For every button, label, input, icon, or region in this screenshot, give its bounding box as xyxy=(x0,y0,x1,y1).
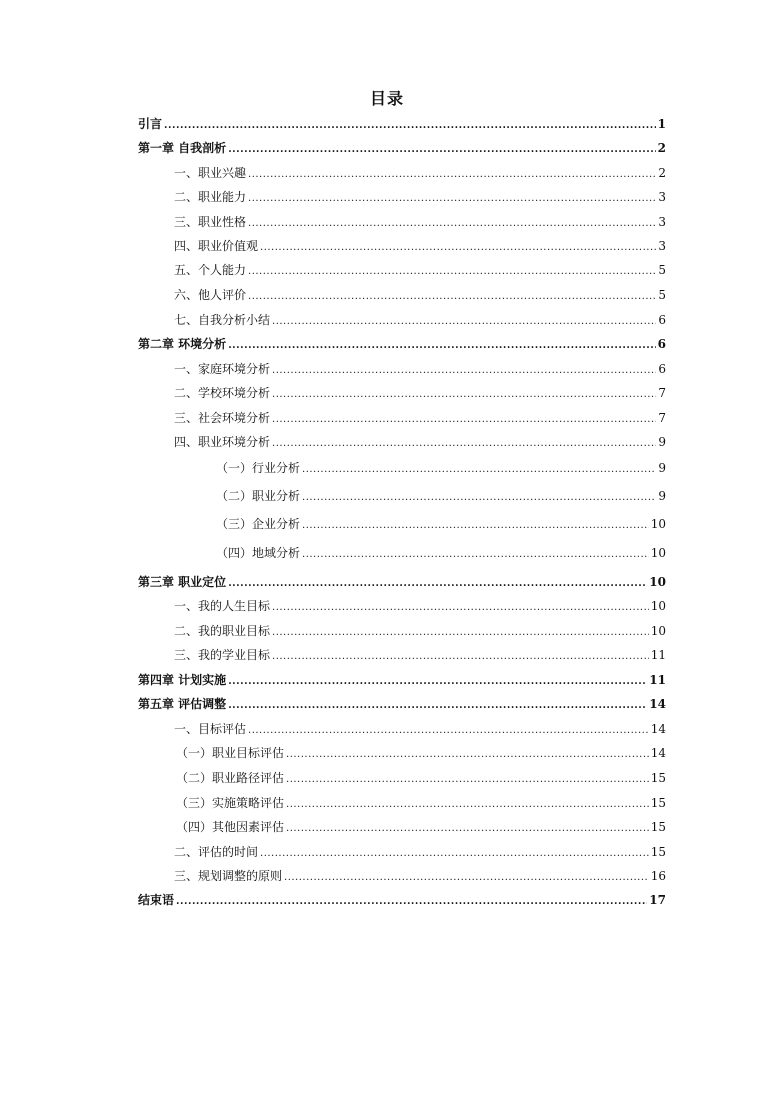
toc-entry[interactable] xyxy=(138,336,666,352)
toc-page-number: 3 xyxy=(658,190,666,204)
toc-page-number: 1 xyxy=(657,117,666,131)
toc-page-number: 6 xyxy=(658,362,666,376)
toc-entry-label: 一、我的人生目标 xyxy=(174,599,271,613)
toc-dot-leader xyxy=(248,723,649,739)
toc-page-number: 11 xyxy=(650,648,666,662)
toc-entry-label: （四）其他因素评估 xyxy=(176,820,285,834)
toc-entry[interactable] xyxy=(174,844,666,860)
toc-page-number: 15 xyxy=(650,820,666,834)
toc-dot-leader xyxy=(248,167,656,183)
toc-entry-label: 四、职业环境分析 xyxy=(174,435,271,449)
toc-page-number: 14 xyxy=(650,722,666,736)
toc-dot-leader xyxy=(272,412,656,428)
toc-page-number: 6 xyxy=(658,313,666,327)
toc-entry-label: （三）企业分析 xyxy=(216,517,301,531)
toc-entry-label: （四）地域分析 xyxy=(216,546,301,560)
toc-entry-label: 二、职业能力 xyxy=(174,190,247,204)
toc-entry[interactable] xyxy=(174,262,666,278)
toc-entry-label: （一）行业分析 xyxy=(216,461,301,475)
toc-entry-label: （三）实施策略评估 xyxy=(176,796,285,810)
toc-entry-label: 三、规划调整的原则 xyxy=(174,869,283,883)
toc-dot-leader xyxy=(286,747,649,763)
toc-entry-label: 第四章 计划实施 xyxy=(138,673,227,687)
toc-entry-label: 一、家庭环境分析 xyxy=(174,362,271,376)
toc-page-number: 3 xyxy=(658,239,666,253)
toc-entry[interactable] xyxy=(174,361,666,377)
toc-entry-label: 四、职业价值观 xyxy=(174,239,259,253)
toc-entry[interactable] xyxy=(174,434,666,450)
toc-entry[interactable] xyxy=(176,819,666,835)
toc-dot-leader xyxy=(248,264,656,280)
toc-dot-leader xyxy=(272,387,656,403)
toc-entry-label: 一、职业兴趣 xyxy=(174,166,247,180)
toc-page-number: 5 xyxy=(658,288,666,302)
toc-page-number: 3 xyxy=(658,215,666,229)
toc-entry-label: 第五章 评估调整 xyxy=(138,697,227,711)
toc-dot-leader xyxy=(286,797,649,813)
toc-entry[interactable] xyxy=(174,598,666,614)
toc-dot-leader xyxy=(284,870,649,886)
toc-entry[interactable] xyxy=(138,892,666,908)
toc-entry[interactable] xyxy=(176,795,666,811)
toc-dot-leader xyxy=(228,142,655,158)
toc-dot-leader xyxy=(286,821,649,837)
toc-entry[interactable] xyxy=(138,116,666,132)
toc-dot-leader xyxy=(272,649,649,665)
toc-page-number: 2 xyxy=(657,141,666,155)
toc-entry-label: 一、目标评估 xyxy=(174,722,247,736)
toc-entry[interactable] xyxy=(174,385,666,401)
toc-page-number: 10 xyxy=(650,624,666,638)
toc-dot-leader xyxy=(176,894,647,910)
toc-entry[interactable] xyxy=(174,165,666,181)
toc-entry-label: 引言 xyxy=(138,117,163,131)
toc-page-number: 14 xyxy=(650,746,666,760)
toc-page-number: 10 xyxy=(649,575,666,589)
toc-entry-label: 第一章 自我剖析 xyxy=(138,141,227,155)
toc-dot-leader xyxy=(228,576,647,592)
toc-entry[interactable] xyxy=(174,189,666,205)
toc-page-number: 9 xyxy=(658,435,666,449)
toc-dot-leader xyxy=(272,625,649,641)
toc-page-number: 7 xyxy=(658,386,666,400)
toc-entry[interactable] xyxy=(216,488,666,504)
toc-dot-leader xyxy=(302,462,656,478)
toc-page-number: 7 xyxy=(658,411,666,425)
toc-entry[interactable] xyxy=(138,696,666,712)
toc-page-number: 11 xyxy=(649,673,666,687)
toc-entry[interactable] xyxy=(216,516,666,532)
toc-entry-label: 二、评估的时间 xyxy=(174,845,259,859)
toc-dot-leader xyxy=(228,338,655,354)
toc-entry[interactable] xyxy=(216,545,666,561)
toc-entry[interactable] xyxy=(138,672,666,688)
toc-entry[interactable] xyxy=(174,868,666,884)
toc-page-number: 16 xyxy=(650,869,666,883)
toc-page-number: 6 xyxy=(657,337,666,351)
toc-entry-label: 七、自我分析小结 xyxy=(174,313,271,327)
toc-page-number: 15 xyxy=(650,771,666,785)
toc-entry[interactable] xyxy=(174,238,666,254)
toc-dot-leader xyxy=(248,289,656,305)
toc-entry-label: 结束语 xyxy=(138,893,175,907)
toc-dot-leader xyxy=(272,436,656,452)
toc-page-number: 10 xyxy=(650,517,666,531)
toc-entry[interactable] xyxy=(138,574,666,590)
toc-title: 目录 xyxy=(369,89,404,108)
toc-page-number: 17 xyxy=(649,893,666,907)
toc-dot-leader xyxy=(228,698,647,714)
toc-entry[interactable] xyxy=(216,460,666,476)
toc-entry-label: 三、职业性格 xyxy=(174,215,247,229)
toc-entry[interactable] xyxy=(138,140,666,156)
toc-entry[interactable] xyxy=(174,410,666,426)
toc-entry-label: 第二章 环境分析 xyxy=(138,337,227,351)
toc-entry[interactable] xyxy=(174,623,666,639)
toc-entry[interactable] xyxy=(174,721,666,737)
toc-page-number: 15 xyxy=(650,796,666,810)
toc-page-number: 9 xyxy=(658,461,666,475)
toc-entry[interactable] xyxy=(174,647,666,663)
toc-entry[interactable] xyxy=(176,745,666,761)
toc-dot-leader xyxy=(272,314,656,330)
toc-entry[interactable] xyxy=(174,287,666,303)
toc-page-number: 9 xyxy=(658,489,666,503)
toc-dot-leader xyxy=(272,600,649,616)
toc-dot-leader xyxy=(302,547,649,563)
toc-dot-leader xyxy=(272,363,656,379)
toc-dot-leader xyxy=(164,118,656,134)
toc-dot-leader xyxy=(248,216,656,232)
toc-entry-label: 第三章 职业定位 xyxy=(138,575,227,589)
toc-entry-label: 二、我的职业目标 xyxy=(174,624,271,638)
toc-entry-label: 六、他人评价 xyxy=(174,288,247,302)
toc-entry[interactable] xyxy=(174,214,666,230)
toc-entry-label: 五、个人能力 xyxy=(174,263,247,277)
toc-entry-label: （二）职业分析 xyxy=(216,489,301,503)
toc-page-number: 5 xyxy=(658,263,666,277)
toc-page-number: 14 xyxy=(649,697,666,711)
toc-dot-leader xyxy=(302,518,649,534)
toc-entry[interactable] xyxy=(176,770,666,786)
toc-entry-label: （一）职业目标评估 xyxy=(176,746,285,760)
toc-page-number: 2 xyxy=(658,166,666,180)
toc-dot-leader xyxy=(286,772,649,788)
toc-page-number: 10 xyxy=(650,546,666,560)
toc-entry-label: （二）职业路径评估 xyxy=(176,771,285,785)
toc-entry-label: 二、学校环境分析 xyxy=(174,386,271,400)
toc-entry[interactable] xyxy=(174,312,666,328)
toc-entry-label: 三、我的学业目标 xyxy=(174,648,271,662)
toc-dot-leader xyxy=(260,846,649,862)
toc-page-number: 10 xyxy=(650,599,666,613)
toc-dot-leader xyxy=(302,490,656,506)
toc-dot-leader xyxy=(248,191,656,207)
toc-page-number: 15 xyxy=(650,845,666,859)
toc-dot-leader xyxy=(228,674,647,690)
toc-entry-label: 三、社会环境分析 xyxy=(174,411,271,425)
toc-dot-leader xyxy=(260,240,656,256)
